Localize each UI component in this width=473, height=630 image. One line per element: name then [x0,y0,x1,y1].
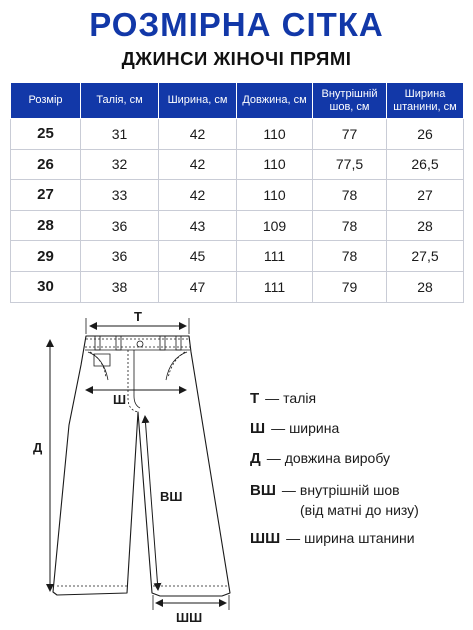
table-cell: 45 [159,241,237,272]
legend-item-leg-width: ШШ — ширина штанини [250,530,415,547]
table-cell: 110 [237,149,313,180]
table-cell: 36 [81,241,159,272]
table-cell: 42 [159,149,237,180]
table-cell: 27,5 [387,241,464,272]
table-cell: 28 [11,210,81,241]
page-subtitle: ДЖИНСИ ЖІНОЧІ ПРЯМІ [121,48,352,69]
table-cell: 42 [159,119,237,150]
column-header-width: Ширина, см [159,83,237,119]
legend-item-waist: Т — талія [250,390,317,407]
table-cell: 111 [237,241,313,272]
column-header-inseam: Внутрішній шов, см [313,83,387,119]
table-cell: 31 [81,119,159,150]
jeans-measurement-diagram [0,300,473,630]
table-cell: 77 [313,119,387,150]
table-cell: 26,5 [387,149,464,180]
table-cell: 110 [237,119,313,150]
legend-abbr: ВШ [250,482,276,499]
table-cell: 77,5 [313,149,387,180]
table-cell: 38 [81,271,159,302]
column-header-length: Довжина, см [237,83,313,119]
table-cell: 79 [313,271,387,302]
table-cell: 33 [81,180,159,211]
length-label: Д [33,440,43,455]
legend-text: довжина виробу [284,450,391,466]
table-row [11,149,464,180]
table-cell: 27 [11,180,81,211]
table-row [11,241,464,272]
column-header-leg-width: Ширина штанини, см [387,83,464,119]
legend-item-length: Д — довжина виробу [250,450,391,467]
table-cell: 26 [11,149,81,180]
table-header-row [11,83,464,119]
column-header-waist: Талія, см [81,83,159,119]
legend-text: ширина [289,420,340,436]
legend-item-width: Ш — ширина [250,420,340,437]
size-chart-table [10,82,464,303]
table-cell: 109 [237,210,313,241]
table-cell: 78 [313,241,387,272]
table-cell: 42 [159,180,237,211]
leg-width-label: ШШ [176,610,203,625]
legend-text: талія [283,390,317,406]
table-cell: 78 [313,210,387,241]
table-cell: 36 [81,210,159,241]
jeans-outline [53,336,230,596]
table-cell: 25 [11,119,81,150]
legend-abbr: ШШ [250,530,281,547]
page-title: РОЗМІРНА СІТКА [89,6,384,43]
table-cell: 43 [159,210,237,241]
legend-text: внутрішній шов [299,482,400,498]
legend-abbr: Т [250,390,260,407]
table-row [11,210,464,241]
waist-label: Т [134,309,142,324]
table-cell: 27 [387,180,464,211]
table-row [11,180,464,211]
table-cell: 28 [387,210,464,241]
legend-abbr: Д [250,450,261,467]
legend-inseam-note: (від матні до низу) [300,502,419,518]
table-cell: 29 [11,241,81,272]
table-cell: 28 [387,271,464,302]
column-header-size: Розмір [11,83,81,119]
legend-abbr: Ш [250,420,266,437]
inseam-label: ВШ [160,489,183,504]
table-cell: 47 [159,271,237,302]
table-cell: 110 [237,180,313,211]
width-label: Ш [113,392,127,407]
table-row [11,271,464,302]
table-row [11,119,464,150]
legend-item-inseam: ВШ — внутрішній шов [250,482,400,499]
table-cell: 30 [11,271,81,302]
table-cell: 111 [237,271,313,302]
legend-text: ширина штанини [304,530,415,546]
table-cell: 26 [387,119,464,150]
table-cell: 32 [81,149,159,180]
table-cell: 78 [313,180,387,211]
